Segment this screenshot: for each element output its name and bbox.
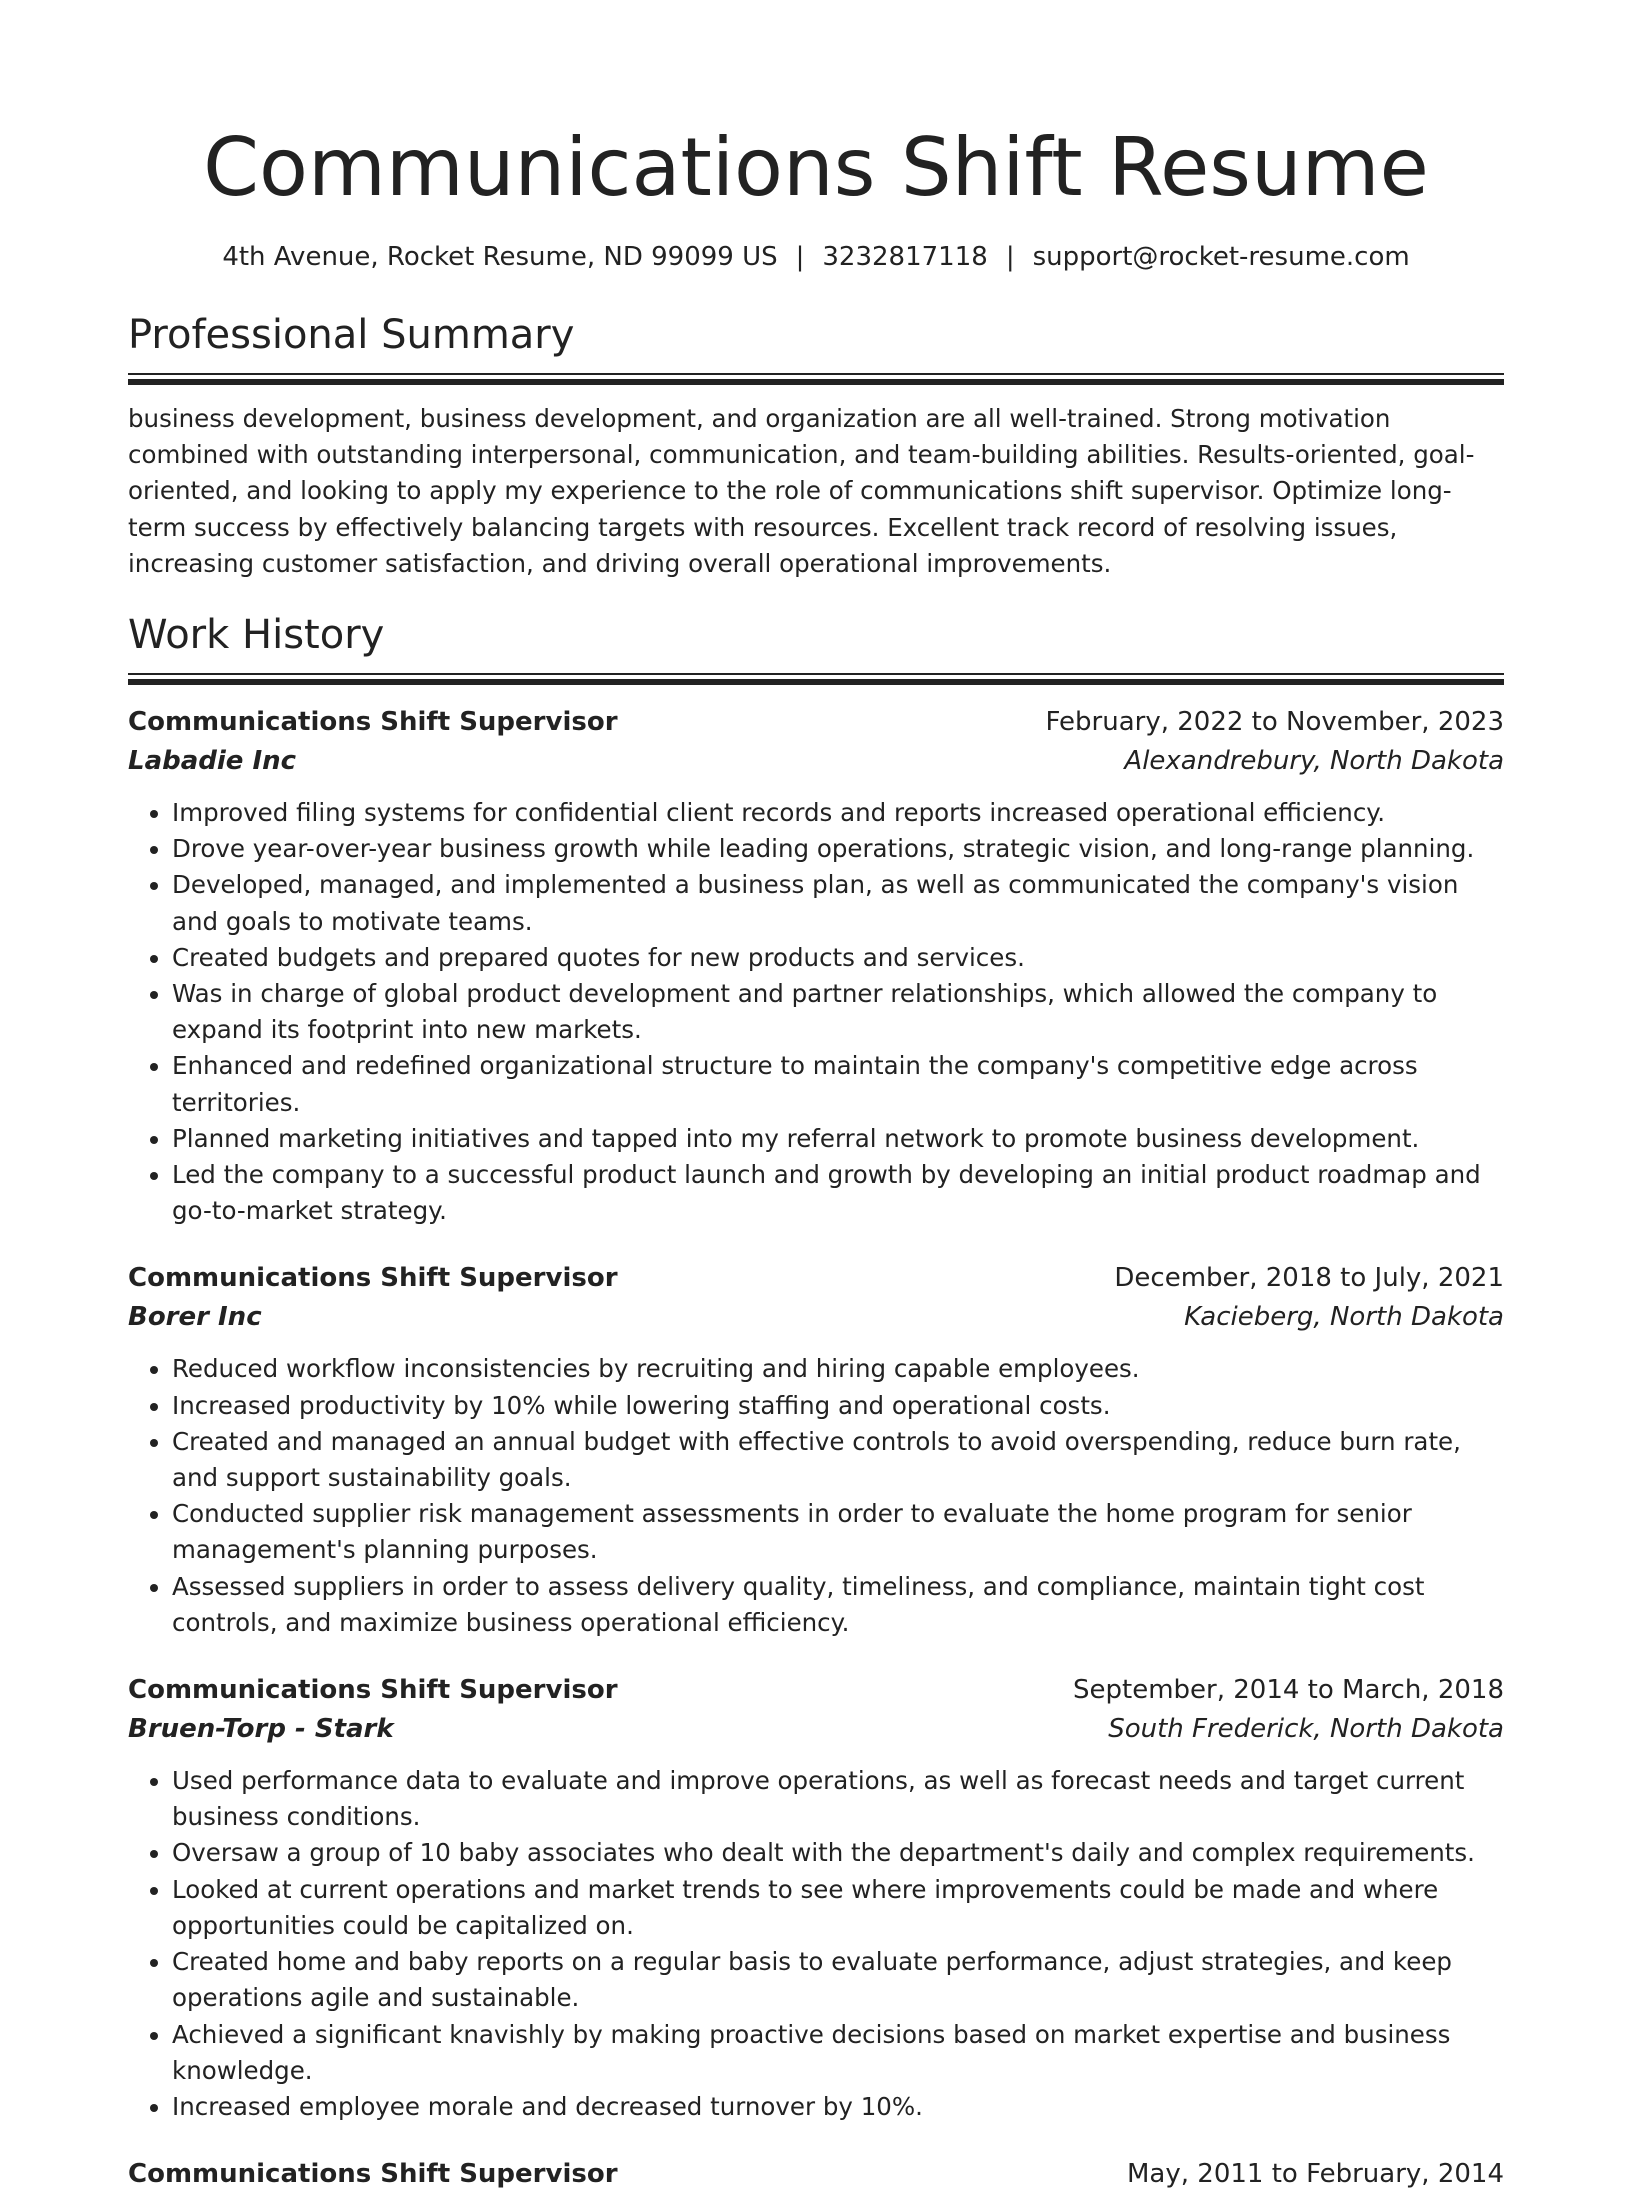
job-bullet: • Led the company to a successful product launch and growth by developing an initial product roadmap and go-to-market strategy. <box>172 1157 1504 1229</box>
job-subheader <box>128 1297 1504 1337</box>
job-bullet-list <box>128 795 1504 1229</box>
job-entry <box>128 1671 1504 2125</box>
section-heading-work-history: Work History <box>128 612 385 659</box>
job-entry <box>128 2155 1504 2193</box>
job-location: South Frederick, North Dakota <box>1108 1714 1504 1745</box>
job-bullet: • Created budgets and prepared quotes for new products and services. <box>172 940 1504 976</box>
job-location: Kacieberg, North Dakota <box>1184 1302 1504 1333</box>
job-bullet: • Used performance data to evaluate and improve operations, as well as forecast needs and target current business conditions. <box>172 1763 1504 1835</box>
section-divider-thin <box>128 673 1504 675</box>
summary-text: business development, business development, and organization are all well-trained. Strong motivation combined with outstanding interpersonal, communication, and team-building abilities. Results-oriented, goal-oriented, and looking to apply my experience to the role of communications shift supervisor. Optimize long-term success by effectively balancing targets with resources. Excellent track record of resolving issues, increasing customer satisfaction, and driving overall operational improvements. <box>128 404 1475 578</box>
work-history-section <box>128 607 1504 2193</box>
job-dates: February, 2022 to November, 2023 <box>1045 707 1504 738</box>
job-bullet: • Increased productivity by 10% while lowering staffing and operational costs. <box>172 1388 1504 1424</box>
job-company: Labadie Inc <box>128 746 297 777</box>
job-bullet: • Reduced workflow inconsistencies by recruiting and hiring capable employees. <box>172 1351 1504 1387</box>
job-dates: September, 2014 to March, 2018 <box>1073 1675 1504 1706</box>
job-location: Alexandrebury, North Dakota <box>1124 746 1504 777</box>
job-header <box>128 1259 1504 1297</box>
job-company: Borer Inc <box>128 1302 262 1333</box>
job-bullet: • Created home and baby reports on a regular basis to evaluate performance, adjust strategies, and keep operations agile and sustainable. <box>172 1944 1504 2016</box>
job-bullet: • Enhanced and redefined organizational structure to maintain the company's competitive edge across territories. <box>172 1048 1504 1120</box>
job-bullet: • Conducted supplier risk management assessments in order to evaluate the home program for senior management's planning purposes. <box>172 1496 1504 1568</box>
job-dates: May, 2011 to February, 2014 <box>1127 2159 1504 2190</box>
contact-email[interactable]: support@rocket-resume.com <box>1032 242 1410 272</box>
job-subheader <box>128 741 1504 781</box>
resume-title: Communications Shift Resume <box>203 121 1429 214</box>
job-bullet: • Developed, managed, and implemented a business plan, as well as communicated the company's vision and goals to motivate teams. <box>172 867 1504 939</box>
job-header <box>128 703 1504 741</box>
job-bullet: • Looked at current operations and market trends to see where improvements could be made and where opportunities could be capitalized on. <box>172 1872 1504 1944</box>
job-bullet: • Assessed suppliers in order to assess delivery quality, timeliness, and compliance, maintain tight cost controls, and maximize business operational efficiency. <box>172 1569 1504 1641</box>
job-subheader <box>128 1709 1504 1749</box>
contact-separator: | <box>795 242 805 272</box>
job-entry <box>128 1259 1504 1641</box>
job-title: Communications Shift Supervisor <box>128 1675 618 1706</box>
job-company: Bruen-Torp - Stark <box>128 1714 394 1745</box>
section-heading-summary: Professional Summary <box>128 312 575 358</box>
job-bullet: • Achieved a significant knavishly by making proactive decisions based on market expertise and business knowledge. <box>172 2017 1504 2089</box>
contact-separator: | <box>1005 242 1015 272</box>
job-entry <box>128 703 1504 1229</box>
job-header <box>128 2155 1504 2193</box>
job-bullet-list <box>128 1763 1504 2125</box>
section-divider-thick <box>128 679 1504 685</box>
job-bullet: • Oversaw a group of 10 baby associates who dealt with the department's daily and complex requirements. <box>172 1835 1504 1871</box>
job-bullet-list <box>128 1351 1504 1641</box>
job-bullet: • Drove year-over-year business growth while leading operations, strategic vision, and long-range planning. <box>172 831 1504 867</box>
section-divider-thin <box>128 373 1504 375</box>
job-bullet: • Increased employee morale and decreased turnover by 10%. <box>172 2089 1504 2125</box>
contact-line <box>128 237 1504 277</box>
job-bullet: • Improved filing systems for confidential client records and reports increased operational efficiency. <box>172 795 1504 831</box>
job-bullet: • Planned marketing initiatives and tapped into my referral network to promote business development. <box>172 1121 1504 1157</box>
job-title: Communications Shift Supervisor <box>128 1263 618 1294</box>
contact-phone: 3232817118 <box>822 242 988 272</box>
job-dates: December, 2018 to July, 2021 <box>1114 1263 1504 1294</box>
job-title: Communications Shift Supervisor <box>128 707 618 738</box>
job-title: Communications Shift Supervisor <box>128 2159 618 2190</box>
section-divider-thick <box>128 379 1504 385</box>
professional-summary-section <box>128 307 1504 582</box>
job-bullet: • Was in charge of global product development and partner relationships, which allowed the company to expand its footprint into new markets. <box>172 976 1504 1048</box>
job-bullet: • Created and managed an annual budget with effective controls to avoid overspending, reduce burn rate, and support sustainability goals. <box>172 1424 1504 1496</box>
job-header <box>128 1671 1504 1709</box>
contact-address: 4th Avenue, Rocket Resume, ND 99099 US <box>222 242 778 272</box>
